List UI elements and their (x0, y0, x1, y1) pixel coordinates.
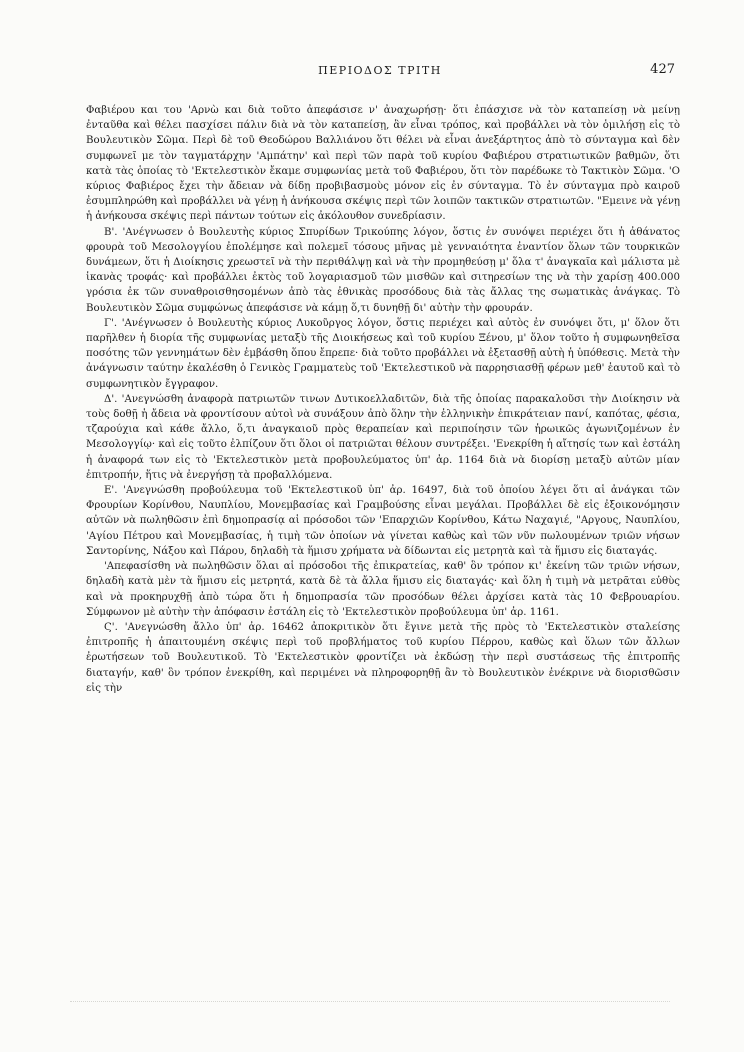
paragraph-item-d: Δ'. 'Ανεγνώσθη ἀναφορὰ πατριωτῶν τινων Δυτικοελλαδιτῶν, διὰ τῆς ὁποίας παρακαλοῦσι τὴν Διοίκησιν νὰ τοὺς δοθῇ ἡ ἄδεια νὰ φροντίσουν αὐτοὶ νὰ συνάξουν ἀπὸ ὅλην τὴν ἑλληνικὴν ἐπικράτειαν πανί, καπότας, φέσια, τζαρούχια καὶ κάθε ἄλλο, ὅ,τι ἀναγκαιοῦ πρὸς θεραπείαν καὶ περιποίησιν τῶν ἡρωικῶς ἀγωνιζομένων ἐν Μεσολογγίῳ· καὶ εἰς τοῦτο ἐλπίζουν ὅτι ὅλοι οἱ πατριῶται θέλουν συντρέξει. 'Ενεκρίθη ἡ αἴτησίς των καὶ ἐστάλη ἡ ἀναφορά των εἰς τὸ 'Εκτελεστικὸν μετὰ προβουλεύματος ὑπ' ἀρ. 1164 διὰ νὰ διορίσῃ μεταξὺ αὐτῶν μίαν ἐπιτροπήν, ἥτις νὰ ἐνεργήσῃ τὰ προβαλλόμενα. (86, 393, 680, 481)
body-text (86, 103, 680, 696)
running-title: ΠΕΡΙΟΔΟΣ ΤΡΙΤΗ (318, 64, 442, 77)
paragraph-item-e: Ε'. 'Ανεγνώσθη προβούλευμα τοῦ 'Εκτελεστικοῦ ὑπ' ἀρ. 16497, διὰ τοῦ ὁποίου λέγει ὅτι αἱ ἀνάγκαι τῶν Φρουρίων Κορίνθου, Ναυπλίου, Μονεμβασίας καὶ Γραμβούσης εἶναι μεγάλαι. Προβάλλει δὲ εἰς ἐξοικονόμησιν αὐτῶν νὰ πωληθῶσιν ἐπὶ δημοπρασίᾳ αἱ πρόσοδοι τῶν 'Επαρχιῶν Κορίνθου, Κάτω Ναχαγιέ, "Αργους, Ναυπλίου, 'Αγίου Πέτρου καὶ Μονεμβασίας, ἡ τιμὴ τῶν ὁποίων νὰ γίνεται καθὼς καὶ τῶν νῦν πωλουμένων τριῶν νήσων Σαντορίνης, Νάξου καὶ Πάρου, δηλαδὴ τὰ ἥμισυ χρήματα νὰ δίδωνται εἰς μετρητὰ καὶ τὰ ἥμισυ εἰς διαταγάς. (86, 485, 680, 557)
paragraph-item-c: Γ'. 'Ανέγνωσεν ὁ Βουλευτὴς κύριος Λυκοῦργος λόγον, ὅστις περιέχει καὶ αὐτὸς ἐν συνόψει ὅτι, μ' ὅλον ὅτι παρῆλθεν ἡ διορία τῆς συμφωνίας μεταξὺ τῆς Διοικήσεως καὶ τοῦ κυρίου Ξένου, μ' ὅλον τοῦτο ἡ συμφωνηθεῖσα ποσότης τῶν γεννημάτων δὲν ἐμβάσθη ὅπου ἔπρεπε· διὰ τοῦτο προβάλλει νὰ ἐξετασθῇ αὐτὴ ἡ ὑπόθεσις. Μετὰ τὴν ἀνάγνωσιν ταύτην ἐκαλέσθη ὁ Γενικὸς Γραμματεὺς τοῦ 'Εκτελεστικοῦ νὰ παρρησιασθῇ φέρων μεθ' ἑαυτοῦ καὶ τὸ συμφωνητικὸν ἔγγραφον. (86, 317, 680, 390)
paragraph-item-b: Β'. 'Ανέγνωσεν ὁ Βουλευτὴς κύριος Σπυρίδων Τρικούπης λόγον, ὅστις ἐν συνόψει περιέχει ὅτι ἡ ἀθάνατος φρουρὰ τοῦ Μεσολογγίου ἐπολέμησε καὶ πολεμεῖ τόσους μῆνας μὲ γενναιότητα ἐναντίον ὅλων τῶν τουρκικῶν δυνάμεων, ὅτι ἡ Διοίκησις χρεωστεῖ νὰ τὴν περιθάλψῃ καὶ νὰ τὴν προμηθεύσῃ μ' ὅλα τ' ἀναγκαῖα καὶ μάλιστα μὲ ἱκανὰς τροφάς· καὶ προβάλλει ἐκτὸς τοῦ λογαριασμοῦ τῶν μισθῶν καὶ σιτηρεσίων της νὰ τὴν χαρίσῃ 400.000 γρόσια ἐκ τῶν συναθροισθησομένων ἀπὸ τὰς ἐθνικὰς προσόδους διὰ τὰς ἄλλας της σωματικὰς ἀνάγκας. Τὸ Βουλευτικὸν Σῶμα συμφώνως ἀπεφάσισε νὰ κάμῃ ὅ,τι δυνηθῇ δι' αὐτὴν τὴν φρουράν. (86, 226, 680, 314)
paragraph-continuation: Φαβιέρου και του 'Αρνὼ και διὰ τοῦτο ἀπεφάσισε ν' ἀναχωρήσῃ· ὅτι ἐπάσχισε νὰ τὸν καταπείσῃ νὰ μείνῃ ἐνταῦθα καὶ θέλει πασχίσει πάλιν διὰ νὰ τὸν καταπείσῃ, ἂν εἶναι τρόπος, καὶ προβάλλει νὰ τὸν ὁμιλήσῃ εἰς τὸ Βουλευτικὸν Σῶμα. Περὶ δὲ τοῦ Θεοδώρου Βαλλιάνου ὅτι θέλει νὰ εἶναι ἀνεξάρτητος ἀπὸ τὸ σύνταγμα καὶ δὲν συμφωνεῖ με τὸν ταγματάρχην 'Αμπάτην' καὶ περὶ τῶν παρὰ τοῦ κυρίου Φαβιέρου στρατιωτικῶν βαθμῶν, ὅτι κατὰ τὰς ὁποίας τὸ 'Εκτελεστικὸν ἔκαμε συμφωνίας μετὰ τοῦ Φαβιέρου, ὅτι τὸν παρέδωκε τὸ Τακτικὸν Σῶμα. 'Ο κύριος Φαβιέρος ἔχει τὴν ἄδειαν νὰ δίδῃ προβιβασμοὺς μόνον εἰς ἐν σύνταγμα. Τὸ ἐν σύνταγμα πρὸ καιροῦ ἐσυμπληρώθη καὶ προβάλλει νὰ γένῃ ἡ ἀνήκουσα σκέψις περὶ τῶν λοιπῶν τακτικῶν στρατιωτῶν. "Εμεινε νὰ γένῃ ἡ ἀνήκουσα σκέψις περὶ πάντων τούτων εἰς ἀκόλουθον συνεδρίασιν. (86, 105, 680, 223)
running-head (85, 62, 675, 80)
scan-artifact-line (70, 1001, 670, 1004)
page-number: 427 (650, 62, 675, 77)
paragraph-item-f: Ϛ'. 'Ανεγνώσθη ἄλλο ὑπ' ἀρ. 16462 ἀποκριτικὸν ὅτι ἔγινε μετὰ τῆς πρὸς τὸ 'Εκτελεστικὸν σταλείσης ἐπιτροπῆς ἡ ἀπαιτουμένη σκέψις περὶ τοῦ προβλήματος τοῦ κυρίου Πέρρου, καθὼς καὶ ὅλων τῶν ἄλλων ἐρωτήσεων τοῦ Βουλευτικοῦ. Τὸ 'Εκτελεστικὸν φροντίζει νὰ ἐκδώσῃ τὴν περὶ συστάσεως τῆς ἐπιτροπῆς διαταγήν, καθ' ὃν τρόπον ἐνεκρίθη, καὶ περιμένει νὰ πληροφορηθῇ ἂν τὸ Βουλευτικὸν ἐνέκρινε νὰ διορισθῶσιν εἰς τὴν (86, 621, 680, 694)
paragraph-decision: 'Απεφασίσθη νὰ πωληθῶσιν ὅλαι αἱ πρόσοδοι τῆς ἐπικρατείας, καθ' ὃν τρόπον κι' ἐκείνη τῶν τριῶν νήσων, δηλαδὴ κατὰ μὲν τὰ ἥμισυ εἰς μετρητά, κατὰ δὲ τὰ ἄλλα ἥμισυ εἰς διαταγάς· καὶ ὅλη ἡ τιμὴ νὰ μετρᾶται εὐθὺς καὶ νὰ προκηρυχθῇ ἀπὸ τώρα ὅτι ἡ δημοπρασία τῶν προσόδων θέλει ἀρχίσει κατὰ τὰς 10 Φεβρουαρίου. Σύμφωνον μὲ αὐτὴν τὴν ἀπόφασιν ἐστάλη εἰς τὸ 'Εκτελεστικὸν προβούλευμα ὑπ' ἀρ. 1161. (86, 561, 680, 618)
